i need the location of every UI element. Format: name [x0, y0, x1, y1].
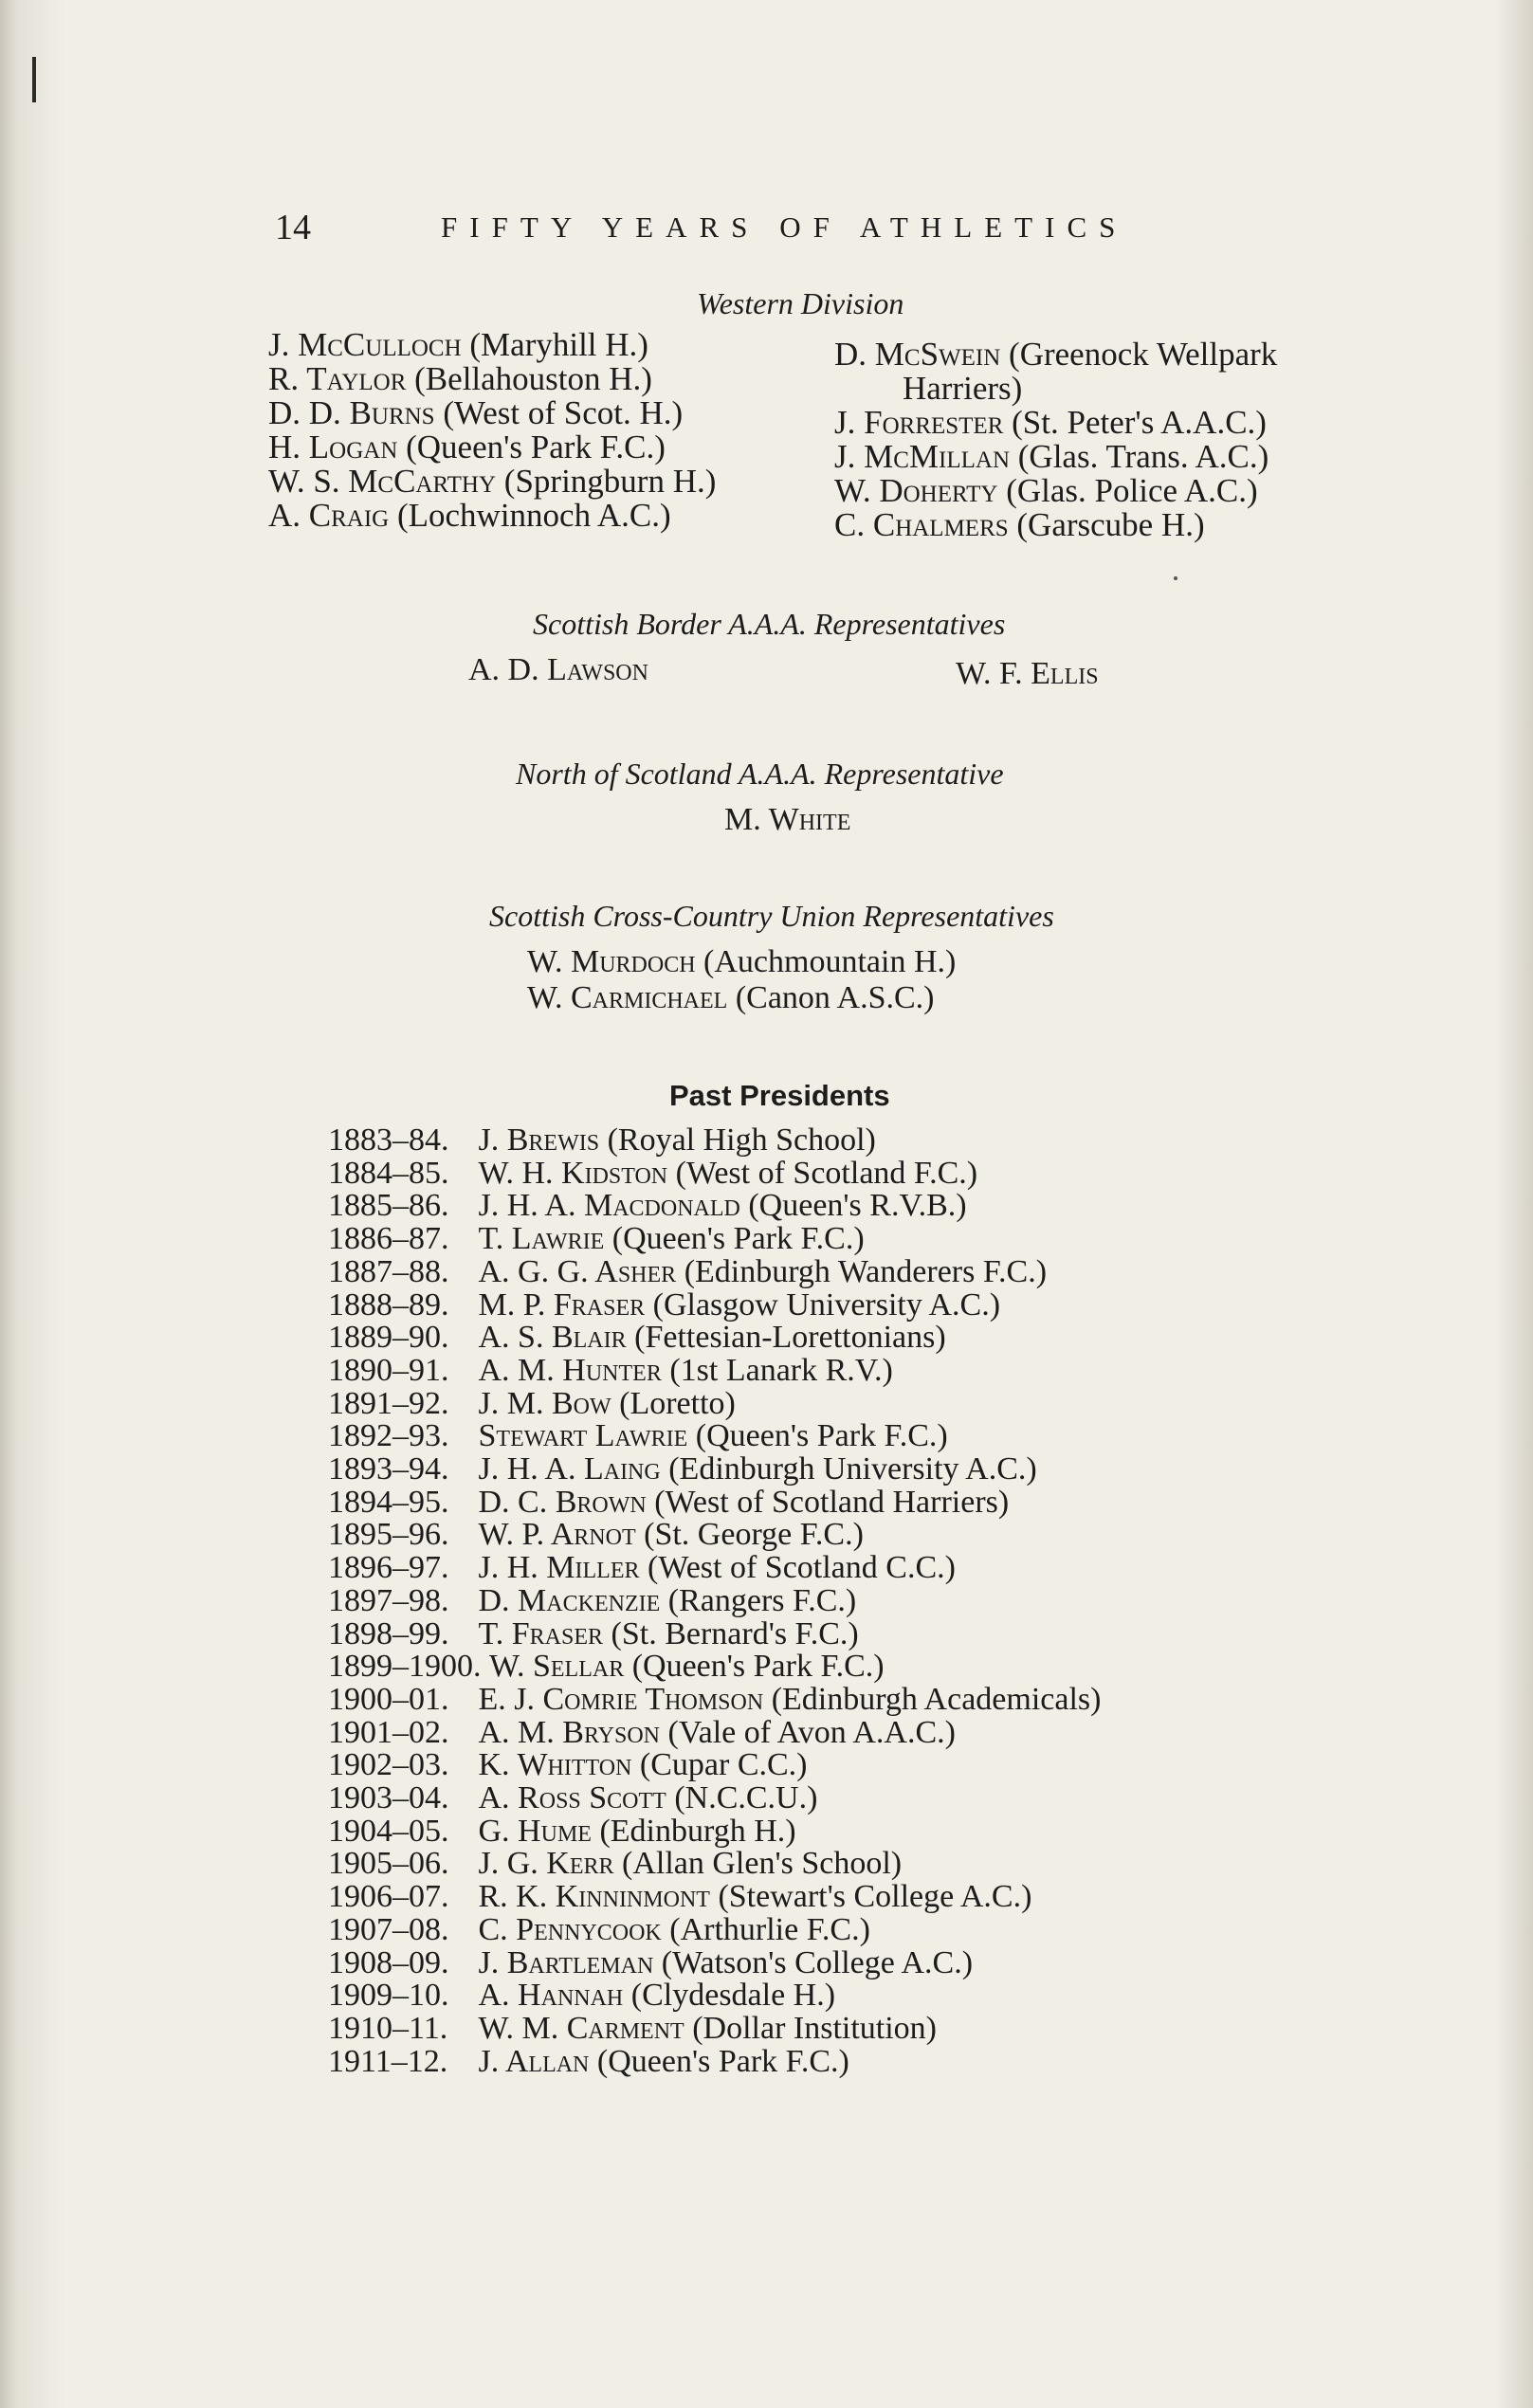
list-item: [328, 2043, 1101, 2079]
term-years: 1909–10.: [328, 1978, 449, 2014]
member-name: C. Chalmers: [834, 506, 1009, 543]
list-item: [328, 1714, 1101, 1750]
member-club: Harriers): [903, 370, 1023, 407]
term-years: 1888–89.: [328, 1286, 449, 1323]
member-club: (Springburn H.): [503, 463, 717, 500]
border-heading: Scottish Border A.A.A. Representatives: [533, 607, 1006, 641]
member-name: H. Logan: [268, 429, 398, 465]
term-years: 1883–84.: [328, 1122, 449, 1158]
president-club: (Queen's Park F.C.): [695, 1418, 948, 1454]
term-years: 1889–90.: [328, 1320, 449, 1356]
term-years: 1904–05.: [328, 1813, 449, 1849]
president-name: D. C. Brown: [478, 1484, 647, 1520]
president-club: (West of Scotland F.C.): [675, 1155, 978, 1191]
list-item: [328, 1223, 1101, 1256]
list-item: [328, 1815, 1101, 1849]
member-name: J. McMillan: [834, 438, 1011, 475]
list-item: [328, 1190, 1101, 1223]
president-name: A. S. Blair: [478, 1320, 627, 1356]
past-presidents-list: [328, 1124, 1101, 2078]
term-years: 1902–03.: [328, 1747, 449, 1783]
president-name: T. Lawrie: [478, 1221, 605, 1257]
list-item-continuation: [834, 372, 1277, 406]
term-years: 1891–92.: [328, 1385, 449, 1421]
member-club: (Lochwinnoch A.C.): [396, 497, 671, 534]
north-heading: North of Scotland A.A.A. Representative: [516, 757, 1004, 791]
term-years: 1900–01.: [328, 1681, 449, 1717]
president-name: J. M. Bow: [478, 1385, 611, 1421]
term-years: 1886–87.: [328, 1221, 449, 1257]
western-left-column: [268, 328, 716, 533]
member-club: (West of Scot. H.): [443, 394, 684, 431]
term-years: 1898–99.: [328, 1615, 449, 1651]
list-item: [834, 337, 1277, 372]
president-club: (Watson's College A.C.): [661, 1944, 974, 1980]
list-item: [268, 499, 716, 533]
list-item: [328, 1881, 1101, 1914]
list-item: [328, 1651, 1101, 1684]
list-item: [268, 465, 716, 499]
president-club: (Edinburgh H.): [599, 1813, 796, 1849]
president-name: A. M. Hunter: [478, 1352, 662, 1388]
cross-country-heading: Scottish Cross-Country Union Representatives: [489, 899, 1054, 933]
list-item: [328, 1420, 1101, 1453]
list-item: [328, 1352, 1101, 1388]
president-name: W. P. Arnot: [478, 1517, 636, 1553]
president-club: (Royal High School): [607, 1122, 876, 1158]
list-item: [328, 1582, 1101, 1618]
member-club: (Queen's Park F.C.): [406, 429, 666, 465]
list-item: [834, 508, 1277, 542]
president-name: G. Hume: [478, 1813, 592, 1849]
member-club: (Bellahouston H.): [414, 360, 652, 397]
president-name: J. Brewis: [478, 1122, 600, 1158]
north-rep-1: M. White: [724, 802, 851, 837]
term-years: 1890–91.: [328, 1352, 449, 1388]
term-years: 1907–08.: [328, 1911, 449, 1947]
term-years: 1894–95.: [328, 1484, 449, 1520]
list-item: [328, 1979, 1101, 2013]
cross-country-rep-1: [527, 944, 956, 980]
term-years: 1892–93.: [328, 1418, 449, 1454]
president-club: (Queen's Park F.C.): [631, 1649, 885, 1685]
border-rep-2: W. F. Ellis: [956, 656, 1099, 691]
member-club: (Auchmountain H.): [703, 944, 957, 979]
president-club: (Clydesdale H.): [630, 1978, 836, 2014]
president-club: (Dollar Institution): [692, 2010, 938, 2046]
list-item: [328, 1782, 1101, 1815]
past-presidents-heading: Past Presidents: [669, 1079, 890, 1112]
president-name: T. Fraser: [478, 1615, 604, 1651]
binding-mark: [32, 57, 36, 102]
list-item: [328, 1911, 1101, 1947]
president-club: (Edinburgh University A.C.): [668, 1451, 1037, 1487]
cross-country-rep-2: [527, 980, 935, 1016]
page-binding-shadow: [0, 0, 66, 2408]
member-name: J. Forrester: [834, 404, 1004, 441]
list-item: [328, 1552, 1101, 1585]
term-years: 1906–07.: [328, 1879, 449, 1915]
president-name: R. K. Kinninmont: [478, 1879, 710, 1915]
president-club: (Edinburgh Academicals): [771, 1681, 1102, 1717]
president-name: D. Mackenzie: [478, 1582, 661, 1618]
list-item: [328, 1253, 1101, 1289]
print-speck: [1174, 576, 1177, 580]
member-name: W. Doherty: [834, 472, 998, 509]
president-club: (St. Bernard's F.C.): [611, 1615, 859, 1651]
president-club: (Queen's Park F.C.): [596, 2043, 849, 2079]
western-right-column: [834, 337, 1277, 542]
term-years: 1887–88.: [328, 1253, 449, 1289]
term-years: 1908–09.: [328, 1944, 449, 1980]
term-years: 1899–1900.: [328, 1649, 482, 1685]
list-item: [328, 1519, 1101, 1552]
president-name: A. Hannah: [478, 1978, 624, 2014]
term-years: 1893–94.: [328, 1451, 449, 1487]
list-item: [328, 1453, 1101, 1487]
president-name: J. Allan: [478, 2043, 590, 2079]
president-name: J. H. A. Laing: [478, 1451, 661, 1487]
president-name: C. Pennycook: [478, 1911, 662, 1947]
president-club: (Allan Glen's School): [622, 1846, 903, 1882]
page-number: 14: [275, 208, 311, 247]
president-name: J. G. Kerr: [478, 1846, 614, 1882]
term-years: 1903–04.: [328, 1780, 449, 1816]
member-club: (Glas. Trans. A.C.): [1017, 438, 1269, 475]
member-name: J. McCulloch: [268, 326, 462, 363]
list-item: [328, 1749, 1101, 1782]
president-name: K. Whitton: [478, 1747, 632, 1783]
president-name: W. H. Kidston: [478, 1155, 668, 1191]
list-item: [328, 1322, 1101, 1355]
list-item: [328, 1286, 1101, 1323]
list-item: [328, 1944, 1101, 1980]
term-years: 1885–86.: [328, 1188, 449, 1224]
list-item: [328, 1385, 1101, 1421]
term-years: 1884–85.: [328, 1155, 449, 1191]
list-item: [834, 406, 1277, 440]
list-item: [268, 362, 716, 396]
member-name: W. S. McCarthy: [268, 463, 497, 500]
list-item: [328, 1681, 1102, 1717]
list-item: [834, 474, 1277, 508]
president-club: (Arthurlie F.C.): [669, 1911, 870, 1947]
president-name: Stewart Lawrie: [478, 1418, 688, 1454]
president-club: (West of Scotland Harriers): [654, 1484, 1010, 1520]
member-name: W. Carmichael: [527, 980, 728, 1015]
president-club: (Queen's Park F.C.): [611, 1221, 865, 1257]
president-name: J. H. Miller: [478, 1550, 640, 1586]
member-name: D. D. Burns: [268, 394, 435, 431]
president-club: (Glasgow University A.C.): [652, 1286, 1001, 1323]
president-club: (Rangers F.C.): [667, 1582, 857, 1618]
list-item: [328, 2010, 1101, 2046]
president-name: A. M. Bryson: [478, 1714, 660, 1750]
president-club: (N.C.C.U.): [674, 1780, 818, 1816]
list-item: [328, 1848, 1101, 1881]
list-item: [268, 396, 716, 430]
president-name: W. M. Carment: [478, 2010, 684, 2046]
member-name: R. Taylor: [268, 360, 407, 397]
page-header: [275, 207, 1223, 254]
president-club: (West of Scotland C.C.): [648, 1550, 956, 1586]
president-club: (Queen's R.V.B.): [748, 1188, 967, 1224]
member-name: D. McSwein: [834, 336, 1001, 373]
president-club: (Vale of Avon A.A.C.): [667, 1714, 956, 1750]
list-item: [328, 1615, 1101, 1651]
president-club: (Stewart's College A.C.): [718, 1879, 1032, 1915]
president-club: (Loretto): [619, 1385, 736, 1421]
term-years: 1897–98.: [328, 1582, 449, 1618]
member-club: (St. Peter's A.A.C.): [1012, 404, 1267, 441]
term-years: 1911–12.: [328, 2043, 448, 2079]
president-name: W. Sellar: [489, 1649, 625, 1685]
president-club: (1st Lanark R.V.): [669, 1352, 893, 1388]
member-club: (Maryhill H.): [469, 326, 648, 363]
list-item: [328, 1155, 1101, 1191]
term-years: 1910–11.: [328, 2010, 448, 2046]
list-item: [328, 1124, 1101, 1158]
term-years: 1905–06.: [328, 1846, 449, 1882]
running-title: FIFTY YEARS OF ATHLETICS: [441, 210, 1128, 244]
member-club: (Glas. Police A.C.): [1006, 472, 1258, 509]
president-name: E. J. Comrie Thomson: [478, 1681, 764, 1717]
president-club: (St. George F.C.): [644, 1517, 864, 1553]
border-rep-1: A. D. Lawson: [468, 652, 648, 687]
president-club: (Cupar C.C.): [639, 1747, 808, 1783]
term-years: 1901–02.: [328, 1714, 449, 1750]
list-item: [268, 430, 716, 465]
list-item: [268, 328, 716, 362]
president-club: (Edinburgh Wanderers F.C.): [684, 1253, 1048, 1289]
member-club: (Greenock Wellpark: [1009, 336, 1278, 373]
member-name: W. Murdoch: [527, 944, 696, 979]
president-name: A. Ross Scott: [478, 1780, 666, 1816]
term-years: 1896–97.: [328, 1550, 449, 1586]
western-division-heading: Western Division: [697, 286, 904, 320]
member-club: (Canon A.S.C.): [735, 980, 935, 1015]
list-item: [328, 1484, 1101, 1520]
president-name: A. G. G. Asher: [478, 1253, 677, 1289]
member-club: (Garscube H.): [1016, 506, 1205, 543]
term-years: 1895–96.: [328, 1517, 449, 1553]
list-item: [834, 440, 1277, 474]
president-name: J. H. A. Macdonald: [478, 1188, 740, 1224]
president-club: (Fettesian-Lorettonians): [634, 1320, 946, 1356]
president-name: J. Bartleman: [478, 1944, 654, 1980]
member-name: A. Craig: [268, 497, 390, 534]
page-edge-shadow: [1495, 0, 1533, 2408]
president-name: M. P. Fraser: [478, 1286, 646, 1323]
